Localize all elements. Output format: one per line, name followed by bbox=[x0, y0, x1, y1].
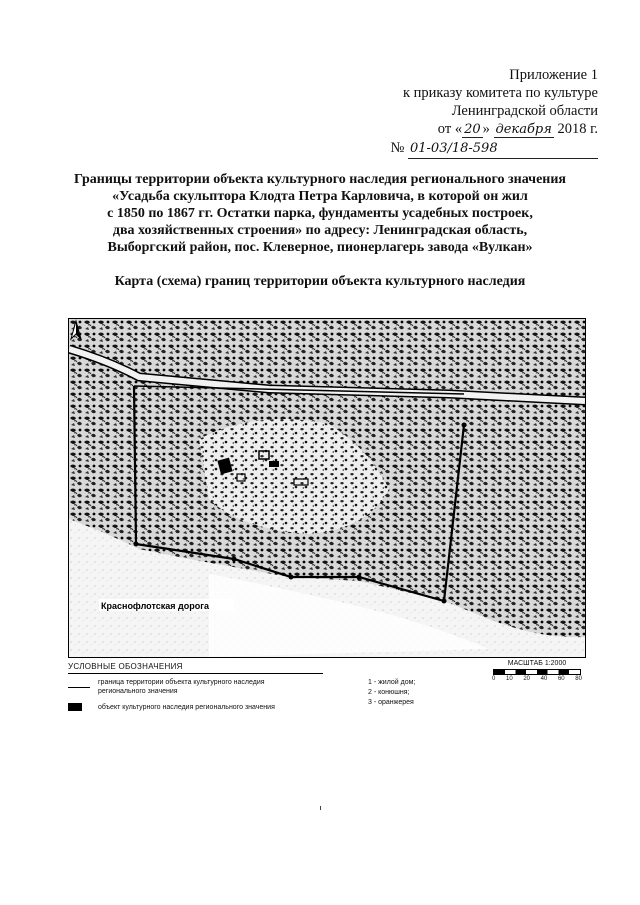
map-legend bbox=[68, 660, 584, 720]
building-item-3: 3 - оранжерея bbox=[368, 699, 414, 706]
scale-tick: 10 bbox=[505, 676, 513, 682]
appendix-order-ref: к приказу комитета по культуре bbox=[402, 85, 598, 101]
scale-ticks bbox=[492, 676, 582, 682]
boundary-line-symbol bbox=[68, 687, 90, 688]
appendix-number bbox=[391, 139, 598, 159]
appendix-block bbox=[391, 66, 598, 159]
title-line-5: Выборгский район, пос. Клеверное, пионерлагерь завода «Вулкан» bbox=[107, 240, 533, 255]
building-item-1: 1 - жилой дом; bbox=[368, 679, 416, 686]
boundary-map bbox=[68, 318, 586, 658]
scale-tick: 80 bbox=[575, 676, 582, 682]
building-3 bbox=[269, 461, 279, 467]
date-mid: » bbox=[482, 121, 490, 137]
appendix-title: Приложение 1 bbox=[509, 67, 598, 83]
appendix-date bbox=[391, 120, 598, 139]
page-mark bbox=[320, 806, 321, 810]
title-line-2: «Усадьба скульптора Клодта Петра Карловича, в которой он жил bbox=[112, 189, 528, 204]
scale-tick: 0 bbox=[492, 676, 496, 682]
title-line-3: с 1850 по 1867 гг. Остатки парка, фундаменты усадебных построек, bbox=[107, 206, 533, 221]
object-legend-text: объект культурного наследия регионального значения bbox=[98, 704, 275, 711]
scale-label: МАСШТАБ 1:2000 bbox=[507, 660, 567, 667]
number-value: 01-03/18-598 bbox=[410, 141, 498, 156]
date-year: 2018 г. bbox=[557, 121, 598, 137]
scale-bar bbox=[492, 660, 582, 682]
object-symbol bbox=[68, 703, 82, 711]
document-title bbox=[30, 171, 610, 256]
appendix-region: Ленинградской области bbox=[451, 103, 598, 119]
scale-tick: 40 bbox=[540, 676, 548, 682]
number-prefix: № bbox=[390, 140, 405, 156]
road-label: Краснофлотская дорога bbox=[101, 601, 209, 611]
map-subtitle: Карта (схема) границ территории объекта культурного наследия bbox=[114, 274, 526, 289]
date-day: 20 bbox=[464, 122, 481, 137]
building-list bbox=[368, 678, 415, 708]
date-month: декабря bbox=[495, 122, 552, 137]
title-line-1: Границы территории объекта культурного наследия регионального значения bbox=[73, 172, 566, 187]
date-prefix: от « bbox=[437, 121, 463, 137]
legend-divider bbox=[68, 673, 323, 674]
boundary-legend-line-2: регионального значения bbox=[98, 688, 178, 695]
title-line-4: два хозяйственных строения» по адресу: Ленинградская область, bbox=[112, 223, 528, 238]
building-item-2: 2 - конюшня; bbox=[368, 689, 410, 696]
legend-heading: УСЛОВНЫЕ ОБОЗНАЧЕНИЯ bbox=[68, 662, 183, 671]
scale-graphic bbox=[493, 669, 581, 675]
boundary-legend-line-1: граница территории объекта культурного наследия bbox=[98, 679, 265, 686]
scale-tick: 20 bbox=[523, 676, 530, 682]
scale-tick: 60 bbox=[557, 676, 565, 682]
boundary-legend-text bbox=[98, 678, 328, 696]
